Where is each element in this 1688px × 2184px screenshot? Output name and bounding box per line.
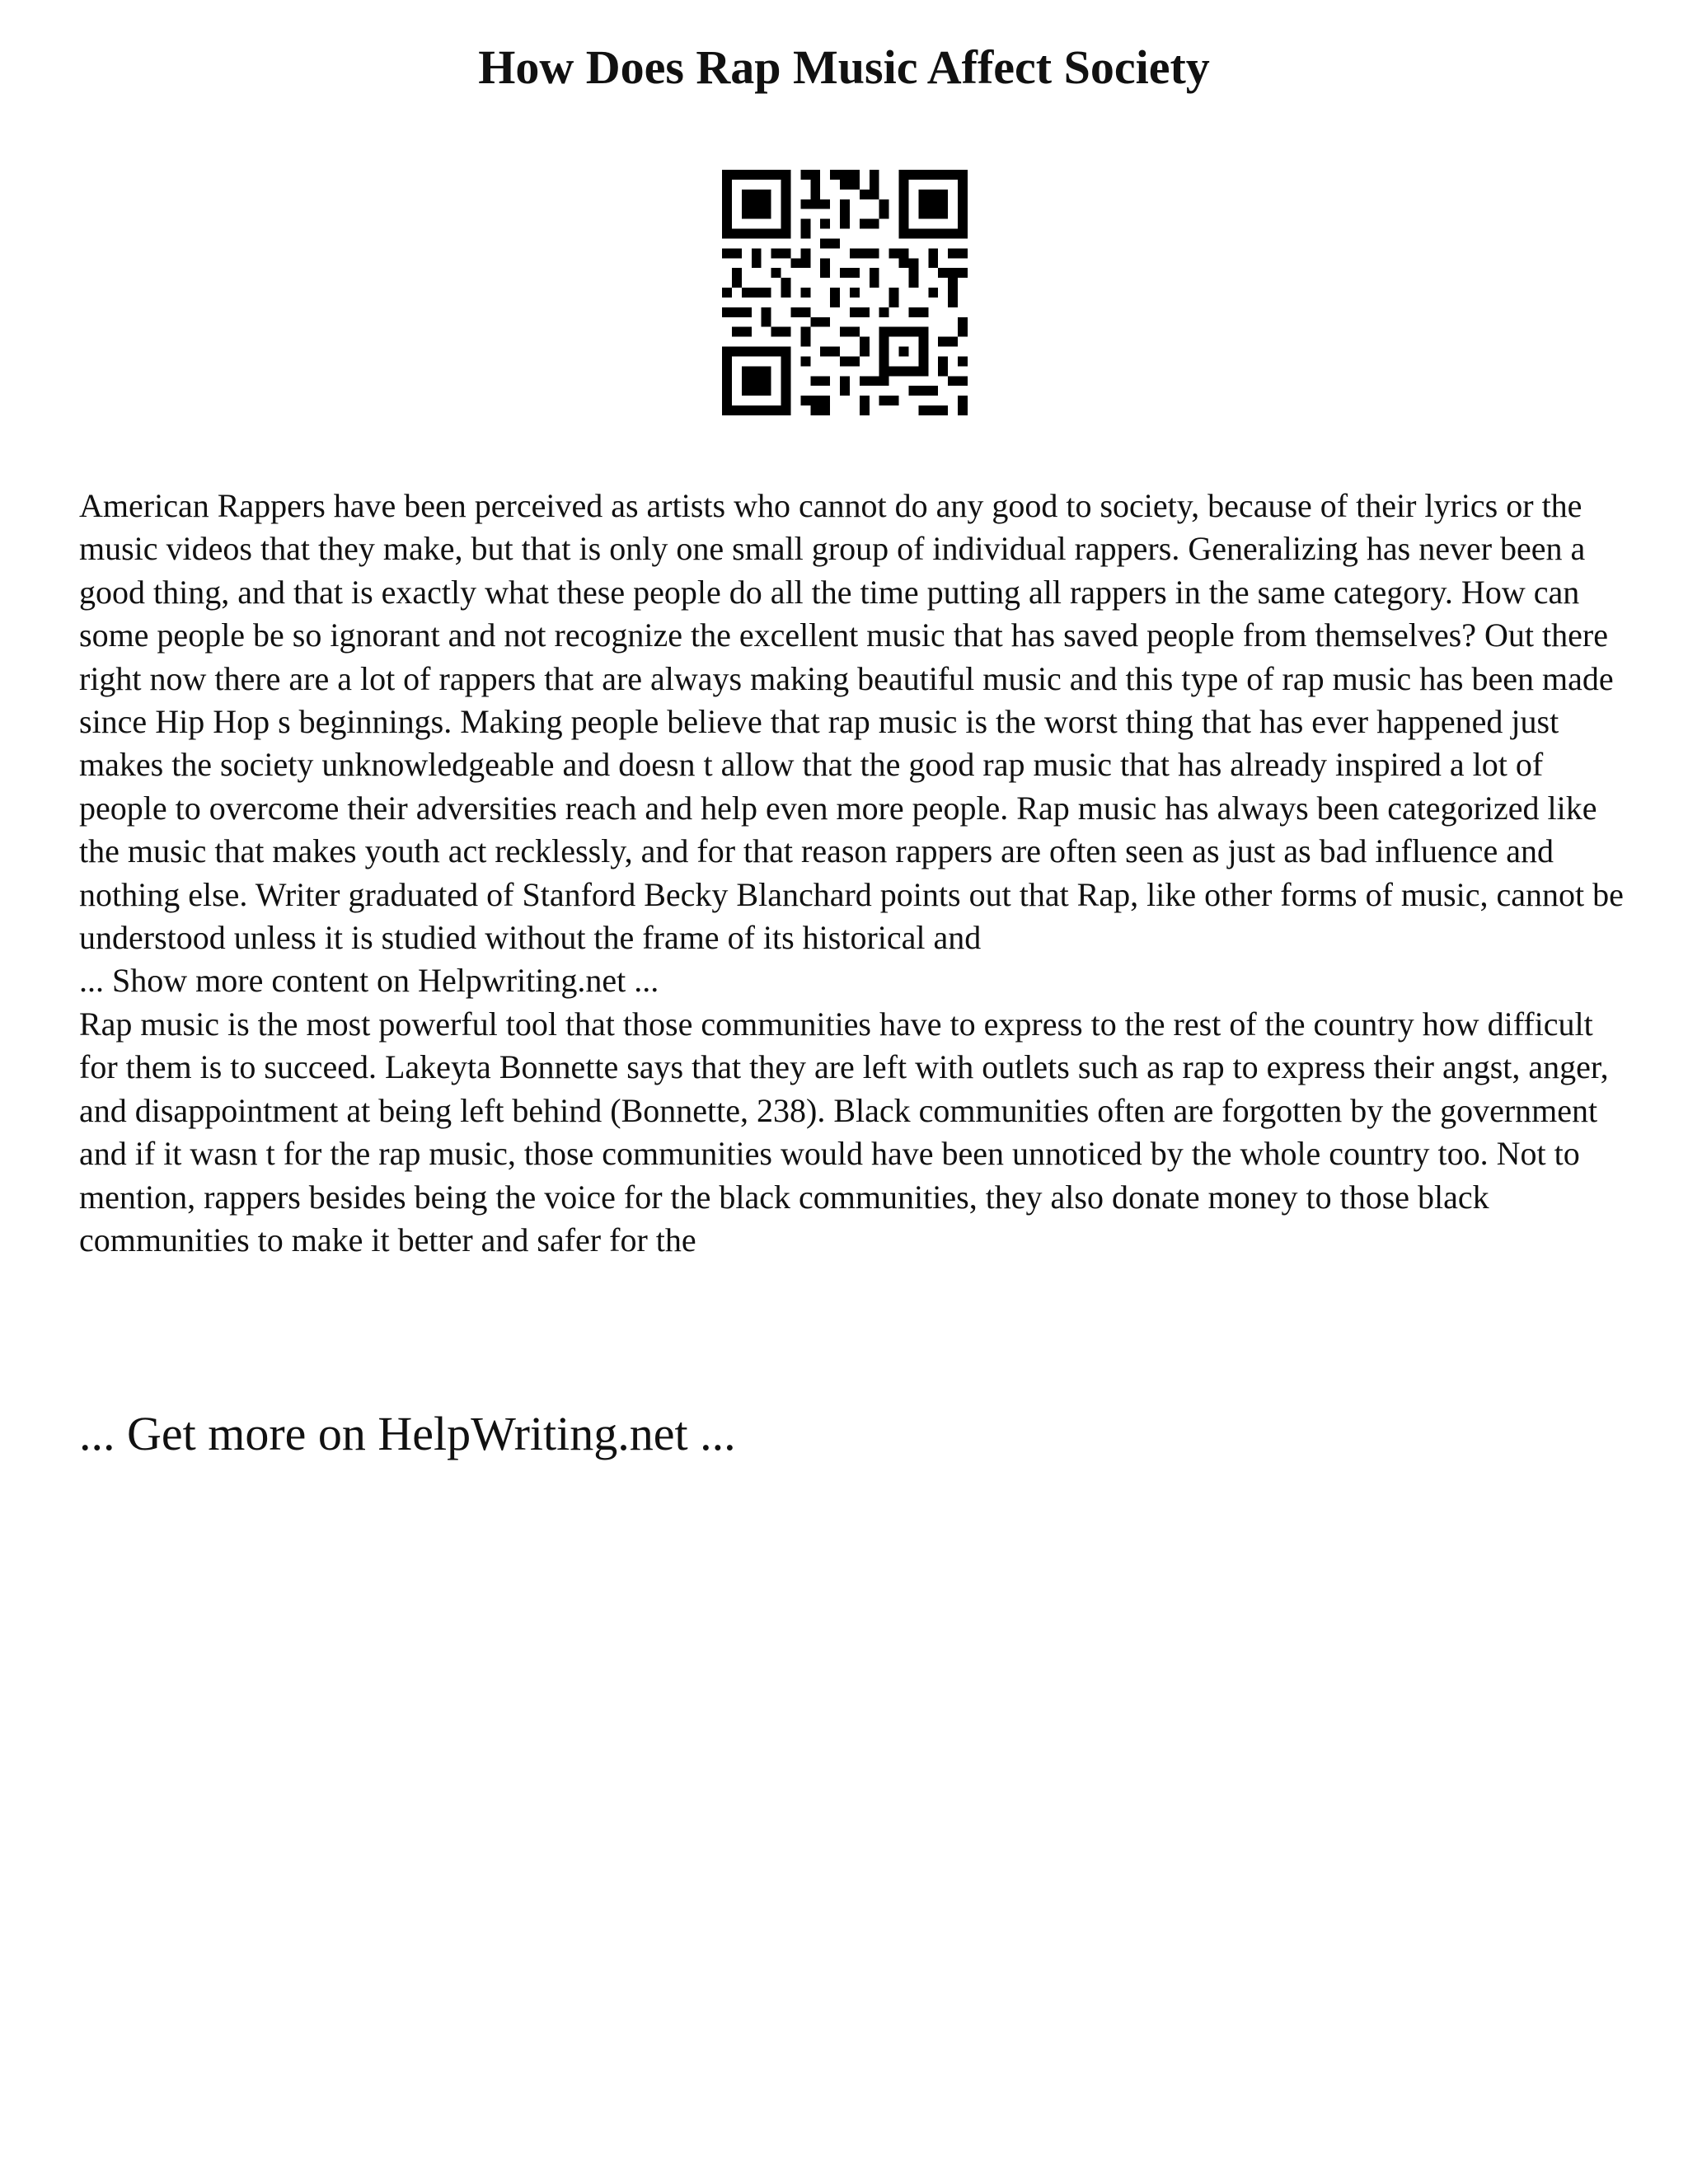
document-title: How Does Rap Music Affect Society [478,40,1210,94]
qr-code-icon[interactable] [722,170,968,415]
show-more-link[interactable]: ... Show more content on Helpwriting.net ... [79,962,659,1000]
qr-code-graphic [722,170,968,415]
get-more-link[interactable]: ... Get more on HelpWriting.net ... [79,1407,736,1460]
article-body [79,485,1629,1262]
article-paragraph: Rap music is the most powerful tool that those communities have to express to the rest of the country how difficult for them is to succeed. Lakeyta Bonnette says that they are left with outlets such as rap to express their angst, anger, and disappointment at being left behind (Bonnette, 238). Black communities often are forgotten by the government and if it wasn t for the rap music, those communities would have been unnoticed by the whole country too. Not to mention, rappers besides being the voice for the black communities, they also donate money to those black communities to make it better and safer for the [79,1005,1609,1258]
article-paragraph: American Rappers have been perceived as artists who cannot do any good to society, because of their lyrics or the music videos that they make, but that is only one small group of individual rappers. Generalizing has never been a good thing, and that is exactly what these people do all the time putting all rappers in the same category. How can some people be so ignorant and not recognize the excellent music that has saved people from themselves? Out there right now there are a lot of rappers that are always making beautiful music and this type of rap music has been made since Hip Hop s beginnings. Making people believe that rap music is the worst thing that has ever happened just makes the society unknowledgeable and doesn t allow that the good rap music that has already inspired a lot of people to overcome their adversities reach and help even more people. Rap music has always been categorized like the music that makes youth act recklessly, and for that reason rappers are often seen as just as bad influence and nothing else. Writer graduated of Stanford Becky Blanchard points out that Rap, like other forms of music, cannot be understood unless it is studied without the frame of its historical and [79,487,1624,957]
